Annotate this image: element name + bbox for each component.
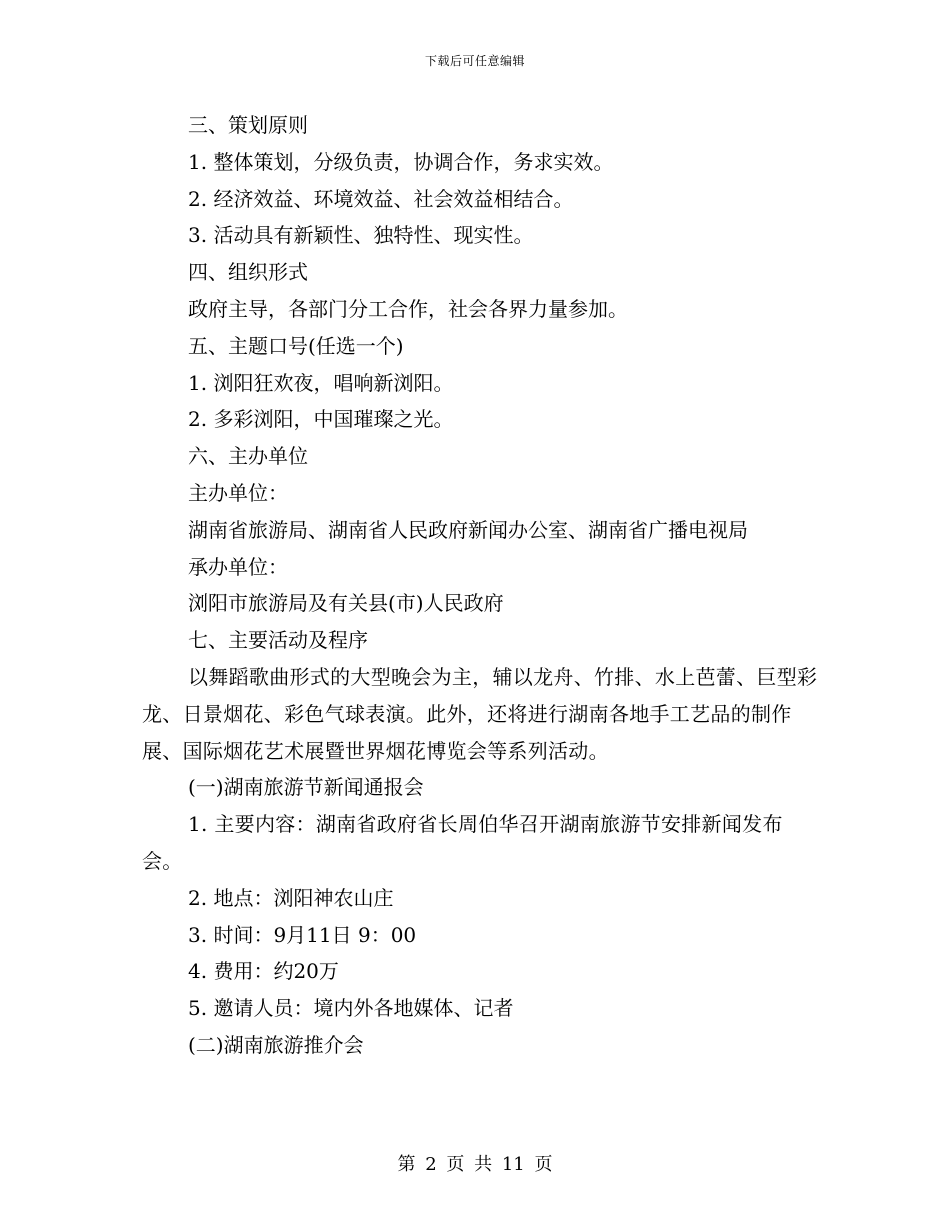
section-heading-slogan: 五、主题口号(任选一个) xyxy=(188,333,404,358)
principle-item-1: 1. 整体策划，分级负责，协调合作，务求实效。 xyxy=(188,149,614,174)
organization-text: 政府主导，各部门分工合作，社会各界力量参加。 xyxy=(188,296,628,321)
activities-paragraph: 以舞蹈歌曲形式的大型晚会为主，辅以龙舟、竹排、水上芭蕾、巨型彩龙、日景烟花、彩色气球表演。此外，还将进行湖南各地手工艺品的制作展、国际烟花艺术展暨世界烟花博览会等系列活动。 xyxy=(142,664,818,763)
press-item-cost: 4. 费用：约20万 xyxy=(188,959,339,984)
subsection-heading-promotion: (二)湖南旅游推介会 xyxy=(188,1032,364,1057)
page-header-note: 下载后可任意编辑 xyxy=(424,54,525,68)
slogan-item-1: 1. 浏阳狂欢夜，唱响新浏阳。 xyxy=(188,370,454,395)
press-item-location: 2. 地点：浏阳神农山庄 xyxy=(188,885,394,910)
co-organizer-list: 浏阳市旅游局及有关县(市)人民政府 xyxy=(188,591,504,616)
press-item-time: 3. 时间：9月11日 9：00 xyxy=(188,922,417,947)
co-organizer-label: 承办单位： xyxy=(188,554,288,579)
section-heading-organization: 四、组织形式 xyxy=(188,260,308,285)
section-heading-organizers: 六、主办单位 xyxy=(188,444,308,469)
press-item-content: 1. 主要内容：湖南省政府省长周伯华召开湖南旅游节安排新闻发布会。 xyxy=(142,812,783,873)
section-heading-principles: 三、策划原则 xyxy=(188,113,308,137)
document-body xyxy=(142,107,822,1064)
principle-item-2: 2. 经济效益、环境效益、社会效益相结合。 xyxy=(188,186,574,211)
page-number-footer: 第 2 页 共 11 页 xyxy=(397,1154,553,1175)
press-item-invitees: 5. 邀请人员：境内外各地媒体、记者 xyxy=(188,996,514,1021)
principle-item-3: 3. 活动具有新颖性、独特性、现实性。 xyxy=(188,223,534,248)
section-heading-activities: 七、主要活动及程序 xyxy=(188,628,368,653)
organizer-list: 湖南省旅游局、湖南省人民政府新闻办公室、湖南省广播电视局 xyxy=(188,517,748,542)
subsection-heading-press: (一)湖南旅游节新闻通报会 xyxy=(188,775,424,800)
slogan-item-2: 2. 多彩浏阳，中国璀璨之光。 xyxy=(188,407,454,432)
organizer-label: 主办单位： xyxy=(188,480,288,505)
